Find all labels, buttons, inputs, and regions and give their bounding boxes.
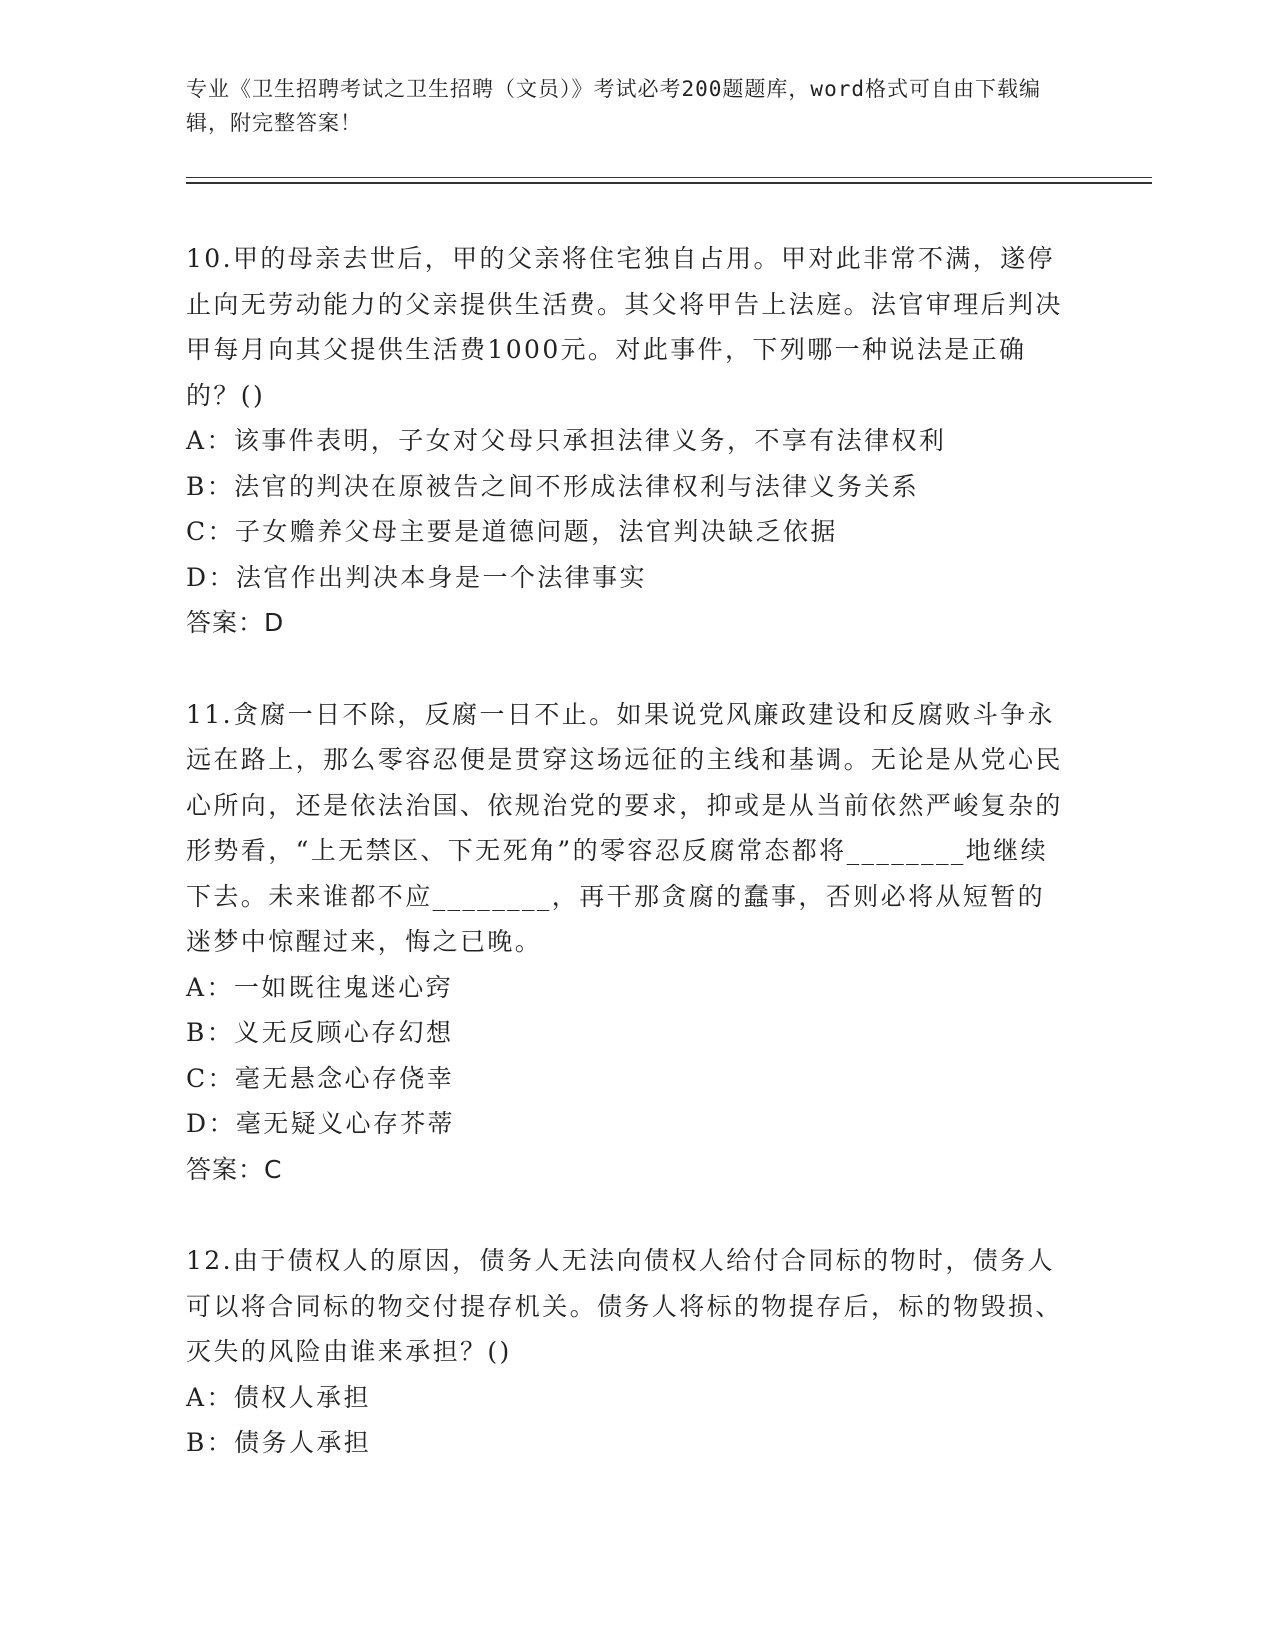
option-a: A：债权人承担 xyxy=(186,1382,371,1412)
option-b: B：义无反顾心存幻想 xyxy=(186,1018,454,1047)
question-stem: 10.甲的母亲去世后，甲的父亲将住宅独自占用。甲对此非常不满，遂停止向无劳动能力的父亲提供生活费。其父将甲告上法庭。法官审理后判决甲每月向其父提供生活费1000元。对此事件，下列哪一种说法是正确的？() xyxy=(186,244,1063,410)
answer-line: 答案：D xyxy=(186,608,285,637)
answer-line: 答案：C xyxy=(186,1154,283,1184)
option-b: B：债务人承担 xyxy=(186,1428,372,1457)
option-a: A：一如既往鬼迷心窍 xyxy=(186,972,454,1002)
question-10 xyxy=(186,236,1066,646)
option-d: D：法官作出判决本身是一个法律事实 xyxy=(186,562,647,592)
question-11 xyxy=(186,692,1066,1193)
question-12 xyxy=(186,1238,1066,1466)
option-c: C：毫无悬念心存侥幸 xyxy=(186,1063,455,1093)
option-b: B：法官的判决在原被告之间不形成法律权利与法律义务关系 xyxy=(186,471,920,501)
option-d: D：毫无疑义心存芥蒂 xyxy=(186,1109,456,1138)
option-c: C：子女赡养父母主要是道德问题，法官判决缺乏依据 xyxy=(186,517,838,546)
question-stem: 12.由于债权人的原因，债务人无法向债权人给付合同标的物时，债务人可以将合同标的物交付提存机关。债务人将标的物提存后，标的物毁损、灭失的风险由谁来承担？() xyxy=(186,1246,1063,1366)
header-divider-thick xyxy=(186,182,1152,184)
question-stem: 11.贪腐一日不除，反腐一日不止。如果说党风廉政建设和反腐败斗争永远在路上，那么零容忍便是贯穿这场远征的主线和基调。无论是从党心民心所向，还是依法治国、依规治党的要求，抑或是从当前依然严峻复杂的形势看，“上无禁区、下无死角”的零容忍反腐常态都将________地继续下去。未来谁都不应________，再干那贪腐的蠢事，否则必将从短暂的迷梦中惊醒过来，悔之已晚。 xyxy=(186,699,1063,956)
question-list xyxy=(186,236,1066,1512)
document-header: 专业《卫生招聘考试之卫生招聘（文员）》考试必考200题题库，word格式可自由下载编辑，附完整答案！ xyxy=(186,77,1041,135)
option-a: A：该事件表明，子女对父母只承担法律义务，不享有法律权利 xyxy=(186,426,947,455)
header-divider-thin xyxy=(186,177,1152,178)
